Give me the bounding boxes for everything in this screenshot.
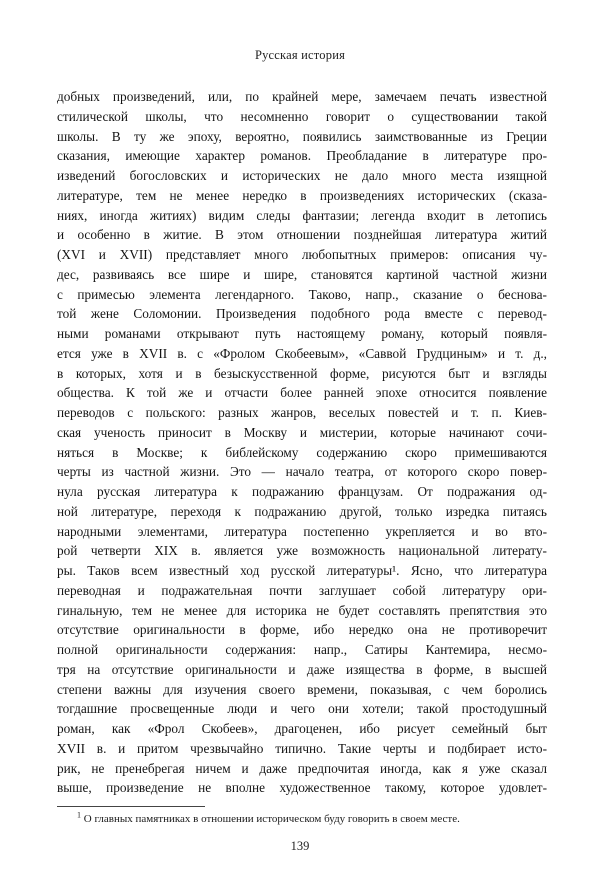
- text-line: тря на отсутствие оригинальности и даже изящества в форме, в высшей: [57, 661, 547, 677]
- text-line: литературе, тем не менее нередко в произведениях исторических (сказа-: [57, 187, 547, 203]
- running-header: Русская история: [254, 48, 346, 62]
- text-line: общества. К той же и отчасти более ранней эпохе относится появление: [57, 385, 547, 401]
- text-line: ется уже в XVII в. с «Фролом Скобеевым», «Саввой Грудциным» и т. д.,: [57, 345, 547, 361]
- body-text: [57, 87, 547, 798]
- text-line: сказания, имеющие характер романов. Преобладание в литературе про-: [57, 148, 547, 164]
- text-line: народными элементами, литература постепенно укрепляется и во вто-: [57, 523, 547, 539]
- text-line: дес, развиваясь все шире и шире, становятся картиной частной жизни: [57, 266, 547, 282]
- text-line: в которых, хотя и в безыскусственной форме, рисуются быт и взгляды: [57, 365, 547, 381]
- text-line: рой четверти XIX в. является уже возможность национальной литерату-: [57, 543, 547, 559]
- text-line: и особенно в житие. В этом отношении позднейшая литература житий: [57, 227, 547, 243]
- text-line: переводов с польского: разных жанров, веселых повестей и т. п. Киев-: [57, 405, 547, 420]
- text-line: полной оригинальности содержания: напр., Сатиры Кантемира, несмо-: [57, 642, 547, 657]
- text-line: гинальную, тем не менее для историка не будет составлять препятствия это: [57, 602, 547, 618]
- text-line: степени важны для изучения своего времени, показывая, с чем боролись: [57, 681, 547, 697]
- text-line: ры. Таков всем известный ход русской литературы¹. Ясно, что литература: [57, 563, 547, 578]
- text-line: XVII в. и притом чрезвычайно типично. Такие черты и подбирает исто-: [57, 740, 547, 756]
- page-number: 139: [290, 839, 310, 853]
- text-line: ной литературе, переходя к подражанию другой, только изредка питаясь: [57, 503, 547, 519]
- text-line: (XVI и XVII) представляет много любопытных примеров: описания чу-: [57, 247, 547, 262]
- text-line: ниях, иногда житиях) видим следы фантазии; легенда входит в летопись: [57, 207, 547, 223]
- text-line: отсутствие оригинальности в форме, ибо нередко она не противоречит: [57, 622, 547, 638]
- text-line: рик, не пренебрегая ничем и даже предпочитая иногда, как я уже сказал: [57, 760, 547, 776]
- text-line: няться в Москве; к библейскому содержанию скоро примешиваются: [57, 444, 547, 460]
- text-line: переводная и подражательная почти заглушает собой литературу ори-: [57, 582, 547, 598]
- text-line: той жене Соломонии. Произведения подобного рода вместе с перевод-: [57, 306, 547, 322]
- text-line: черты из частной жизни. Это — начало театра, от которого скоро повер-: [57, 464, 547, 480]
- text-line: добных произведений, или, по крайней мере, замечаем печать известной: [57, 89, 547, 104]
- footnote-separator: [57, 806, 205, 807]
- footnote: [57, 812, 547, 826]
- text-line: нула русская литература к подражанию французам. От подражания од-: [57, 484, 547, 499]
- footnote-marker: 1: [77, 810, 81, 820]
- text-line: школы. В ту же эпоху, вероятно, появились заимствованные из Греции: [57, 128, 547, 144]
- text-line: ская ученость приносит в Москву и мистерии, которые начинают сочи-: [57, 424, 547, 440]
- text-line: выше, произведение не вполне художественное такому, которое удовлет-: [57, 780, 547, 796]
- footnote-text: О главных памятниках в отношении историческом буду говорить в своем месте.: [83, 813, 460, 825]
- text-line: изведений богословских и исторических не дало много места изящной: [57, 168, 547, 183]
- text-line: тогдашние просвещенные люди и чего они хотели; такой простодушный: [57, 701, 547, 717]
- text-line: стилической школы, что несомненно говорит о существовании такой: [57, 108, 547, 124]
- text-line: роман, как «Фрол Скобеев», драгоценен, ибо рисует семейный быт: [57, 721, 547, 736]
- text-line: ными романами открывают путь настоящему роману, который появля-: [57, 326, 547, 341]
- text-line: с примесью элемента легендарного. Таково, напр., сказание о беснова-: [57, 286, 547, 302]
